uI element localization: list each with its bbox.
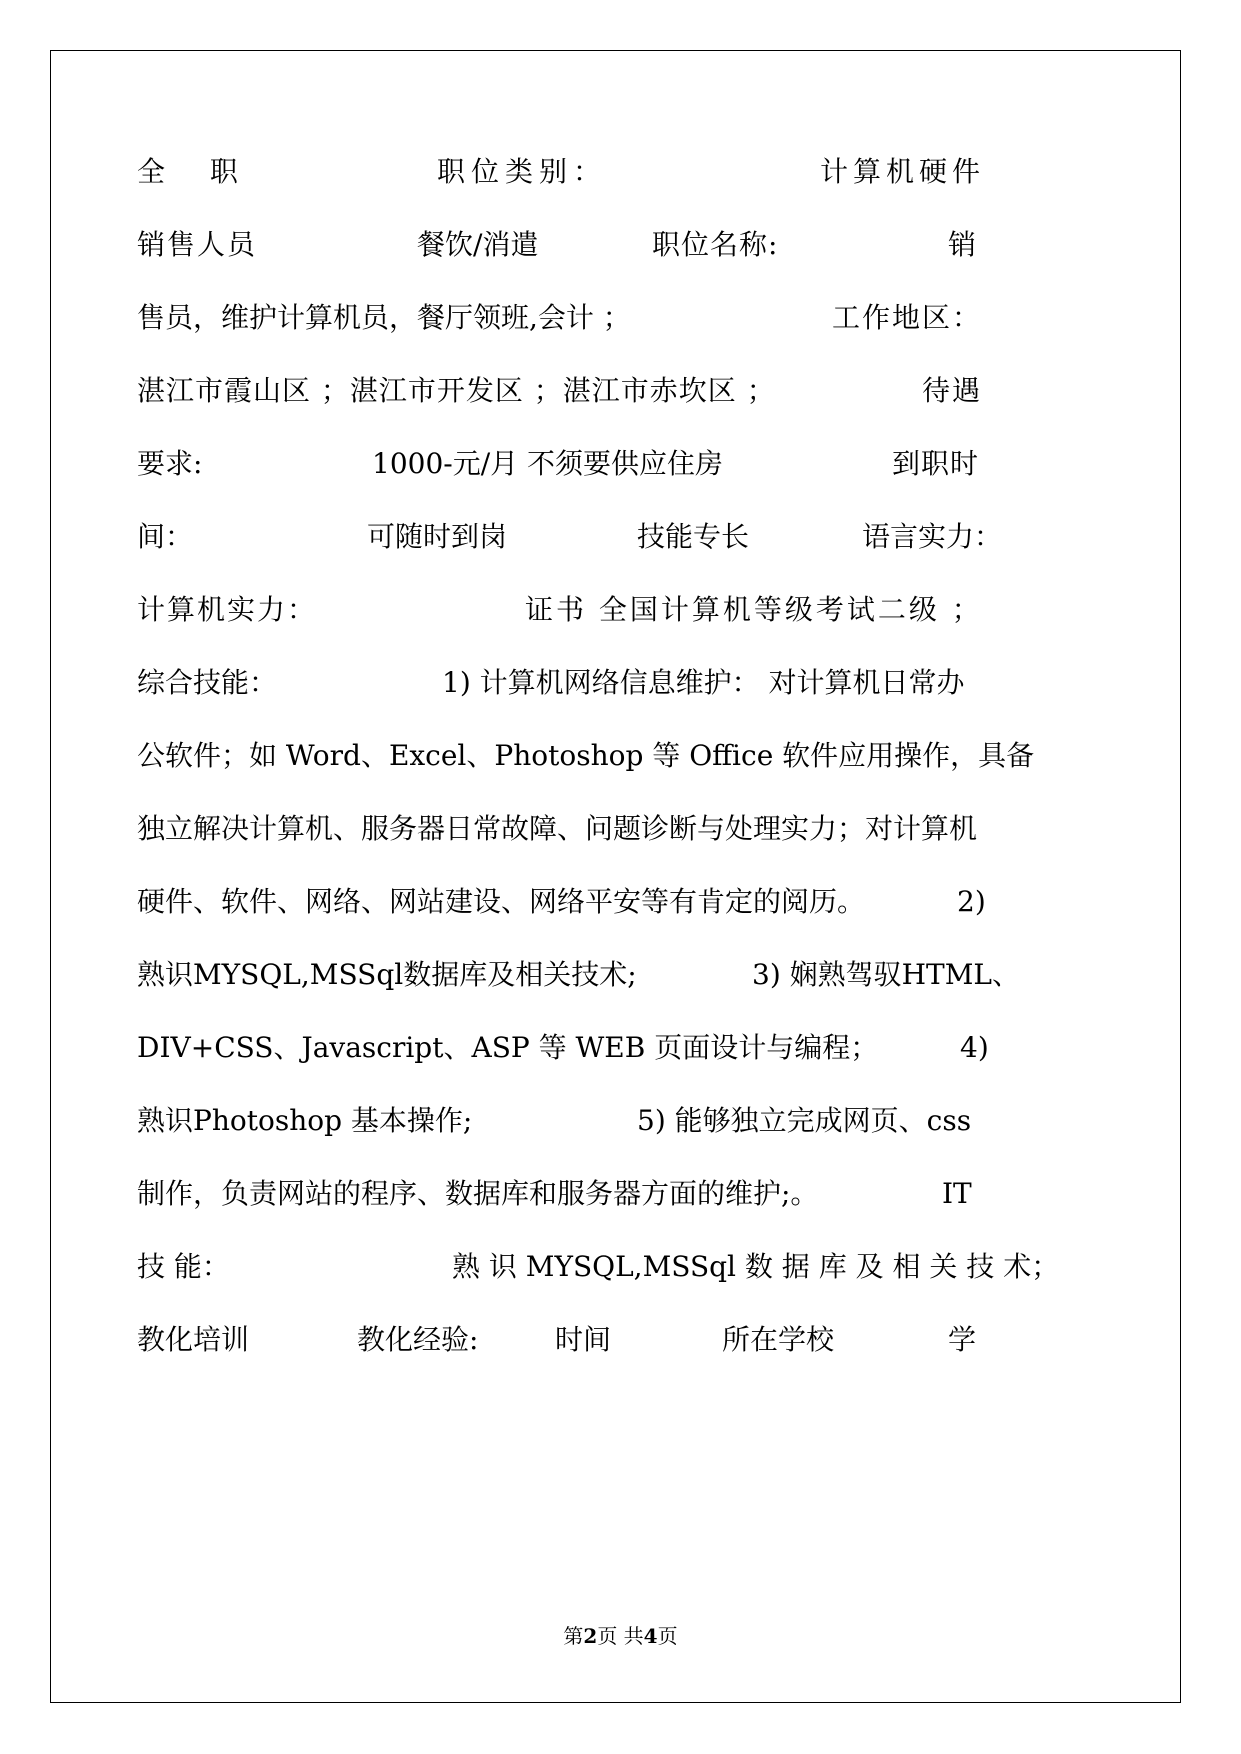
- text-line: [137, 1174, 1092, 1214]
- text-line: [137, 517, 1092, 557]
- text-segment: 职位名称:: [652, 228, 779, 261]
- text-line: [137, 1028, 1092, 1068]
- text-line: [137, 371, 1092, 411]
- text-segment: 熟 识 MYSQL,MSSql 数 据 库 及 相 关 技 术；: [452, 1250, 1060, 1283]
- text-line: [137, 663, 1092, 703]
- text-segment: 可随时到岗: [367, 520, 508, 553]
- text-segment: 4): [960, 1031, 989, 1064]
- text-line: [137, 736, 1092, 776]
- text-segment: 到职时: [892, 447, 980, 480]
- text-segment: 待遇: [922, 374, 983, 407]
- text-segment: 制作，负责网站的程序、数据库和服务器方面的维护;。: [137, 1177, 819, 1210]
- footer-page-number: 2: [583, 1624, 598, 1648]
- text-segment: 技 能：: [137, 1250, 230, 1283]
- text-segment: 熟识Photoshop 基本操作;: [137, 1104, 473, 1137]
- text-line: [137, 152, 1092, 192]
- text-segment: DIV+CSS、Javascript、ASP 等 WEB 页面设计与编程；: [137, 1031, 879, 1064]
- text-segment: 销: [948, 228, 977, 261]
- text-segment: 计算机实力：: [137, 593, 318, 626]
- text-line: [137, 955, 1092, 995]
- text-segment: IT: [942, 1177, 972, 1210]
- text-segment: 教化培训: [137, 1323, 250, 1356]
- text-line: [137, 1247, 1092, 1287]
- text-line: [137, 444, 1092, 484]
- text-line: [137, 882, 1092, 922]
- text-segment: 硬件、软件、网络、网站建设、网络平安等有肯定的阅历。: [137, 885, 866, 918]
- text-segment: 5) 能够独立完成网页、css: [637, 1104, 972, 1137]
- text-segment: 售员，维护计算机员，餐厅领班,会计 ；: [137, 301, 631, 334]
- text-segment: 1000-元/月 不须要供应住房: [372, 447, 724, 480]
- text-line: [137, 225, 1092, 265]
- text-segment: 时间: [555, 1323, 612, 1356]
- footer-suffix: 页: [657, 1624, 678, 1648]
- text-segment: 1) 计算机网络信息维护： 对计算机日常办: [442, 666, 965, 699]
- text-line: [137, 809, 1092, 849]
- text-segment: 销售人员: [137, 228, 258, 261]
- text-line: [137, 590, 1092, 630]
- footer-prefix: 第: [563, 1624, 584, 1648]
- page-footer: [0, 1620, 1241, 1649]
- text-segment: 3) 娴熟驾驭HTML、: [752, 958, 1020, 991]
- text-line: [137, 1101, 1092, 1141]
- text-segment: 教化经验:: [357, 1323, 479, 1356]
- text-segment: 要求:: [137, 447, 203, 480]
- text-line: [137, 1320, 1092, 1360]
- text-segment: 技能专长: [637, 520, 750, 553]
- text-segment: 熟识MYSQL,MSSql数据库及相关技术;: [137, 958, 637, 991]
- footer-mid: 页 共: [597, 1624, 644, 1648]
- footer-total-pages: 4: [643, 1624, 658, 1648]
- text-segment: 学: [948, 1323, 977, 1356]
- text-segment: 公软件；如 Word、Excel、Photoshop 等 Office 软件应用操作，具备: [137, 739, 1035, 772]
- text-segment: 餐饮/消遣: [417, 228, 539, 261]
- text-segment: 间：: [137, 520, 194, 553]
- text-segment: 语言实力：: [862, 520, 1003, 553]
- text-segment: 2): [957, 885, 986, 918]
- text-segment: 独立解决计算机、服务器日常故障、问题诊断与处理实力；对计算机: [137, 812, 978, 845]
- text-segment: 职位类别：: [437, 155, 608, 188]
- text-line: [137, 298, 1092, 338]
- text-segment: 湛江市霞山区 ；湛江市开发区 ；湛江市赤坎区 ；: [137, 374, 776, 407]
- text-segment: 工作地区：: [832, 301, 983, 334]
- text-segment: 全 职: [137, 155, 256, 188]
- text-segment: 计算机硬件: [820, 155, 986, 188]
- text-segment: 所在学校: [722, 1323, 835, 1356]
- text-segment: 证书 全国计算机等级考试二级 ；: [525, 593, 983, 626]
- text-segment: 综合技能：: [137, 666, 278, 699]
